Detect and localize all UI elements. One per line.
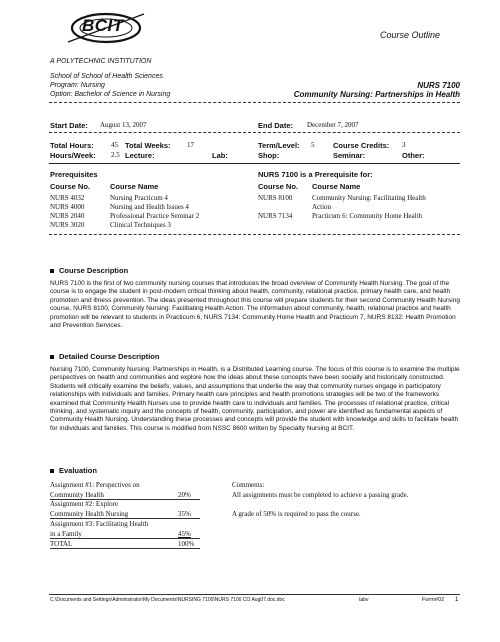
end-date-label: End Date: [258, 121, 294, 130]
detailed-description-text: Nursing 7100, Community Nursing: Partnerships in Health, is a Distributed Learning course. The focus of this course is to examine the multiple perspectives on health and communities and explore how the ideas about these concepts have been socially and historically constructed. Students will critically examine the beliefs, values, and assumptions that underlie the way that community nurses engage in participatory relationships with individuals and families. Primary health care principles and health promotions strategies will be two of the frameworks examined that Community Health Nurses use to provide health care to individuals and families. The processes of relational practice, critical thinking, and systematic inquiry and the concepts of health, community, participation, and power are identified as fundamental aspects of Community Health Nursing. Understanding these processes and concepts will provide the student with knowledge and skills to facilitate health for individuals and families. This course is modified from NSSC 8600 written by Specialty Nursing at BCIT. [50, 366, 460, 432]
evaluation-title: Evaluation [59, 466, 97, 475]
footer-abbrev: tabv [359, 597, 369, 603]
assignment-2-pct: 35% [178, 510, 191, 518]
shop-label: Shop: [258, 151, 280, 160]
prereq-no: NURS 2040 [50, 212, 85, 220]
footer-form: Form#02 [422, 597, 445, 603]
program-name: Program: Nursing [50, 82, 105, 89]
total-weeks-value: 17 [187, 141, 194, 149]
prereq-for-no: NURS 8100 [258, 194, 293, 202]
doc-type: Course Outline [380, 30, 441, 40]
prereq-no: NURS 3020 [50, 221, 85, 229]
other-label: Other: [402, 151, 425, 160]
assignment-1-line2: Community Health [50, 491, 104, 499]
course-description-text: NURS 7100 is the first of two community nursing courses that introduces the broad overview of Community Health Nursing. The goal of the course is to engage the student in post-modern critical thinking about health, community, relational practice, primary health care, and health promotion and illness prevention. The ideas presented throughout this course will prepare students for their second Community Health Nursing course, NURS 8100, Community Nursing: Facilitating Health Action. The information about community, health, relational practice and health promotion will be relevant to students in Practicum 6, NURS 7134: Community Home Health and Practicum 7, NURS 8132: Health Promotion and Prevention Services. [50, 280, 460, 330]
term-level-value: 5 [311, 141, 315, 149]
prereq-divider [49, 234, 460, 235]
course-description-title: Course Description [59, 266, 129, 275]
prereq-title: Prerequisites [50, 170, 98, 179]
seminar-label: Seminar: [333, 151, 366, 160]
end-date-value: December 7, 2007 [307, 121, 359, 129]
total-hours-label: Total Hours: [50, 141, 94, 150]
dates-divider [49, 132, 460, 133]
comment-required-grade: A grade of 50% is required to pass the course. [232, 510, 361, 518]
eval-underline [50, 518, 200, 519]
course-credits-label: Course Credits: [333, 141, 390, 150]
evaluation-total-pct: 100% [178, 540, 195, 548]
prereq-name: Clinical Techniques 3 [110, 221, 171, 229]
assignment-3-line2: in a Family [50, 530, 82, 538]
assignment-3-line1: Assignment #3: Facilitating Health [50, 520, 149, 528]
prereq-for-no: NURS 7134 [258, 212, 293, 220]
prereq-for-title: NURS 7100 is a Prerequisite for: [258, 170, 373, 179]
eval-underline [50, 548, 200, 549]
prereq-no: NURS 4032 [50, 194, 85, 202]
prereq-col-no: Course No. [50, 182, 91, 191]
footer-divider [49, 594, 460, 595]
footer-page: 1 [455, 597, 459, 603]
detailed-description-heading [50, 352, 159, 361]
evaluation-heading [50, 466, 97, 475]
assignment-3-pct: 45% [178, 530, 191, 538]
start-date-value: August 13, 2007 [100, 121, 147, 129]
header-divider [49, 102, 460, 103]
prereq-name: Nursing and Health Issues 4 [110, 203, 189, 211]
course-description-heading [50, 266, 128, 275]
prereq-for-name: Practicum 6: Community Home Health [312, 212, 423, 220]
section-bullet-icon [50, 469, 54, 473]
school-name: School of School of Health Sciences [50, 73, 163, 80]
start-date-label: Start Date: [50, 121, 88, 130]
hours-divider [49, 163, 460, 164]
total-hours-value: 45 [111, 141, 118, 149]
prereq-no: NURS 4000 [50, 203, 85, 211]
prereq-for-col-name: Course Name [312, 182, 361, 191]
prereq-for-name-cont: Action [312, 203, 332, 211]
logo-text: BCIT [82, 16, 124, 35]
term-level-label: Term/Level: [258, 141, 300, 150]
detailed-description-title: Detailed Course Description [59, 352, 160, 361]
total-weeks-label: Total Weeks: [125, 141, 171, 150]
option-name: Option: Bachelor of Science in Nursing [50, 91, 171, 98]
section-bullet-icon [50, 269, 54, 273]
bcit-logo [48, 6, 158, 58]
course-title: Community Nursing: Partnerships in Health [293, 90, 460, 99]
hours-week-value: 2.5 [111, 151, 120, 159]
section-bullet-icon [50, 355, 54, 359]
prereq-for-name: Community Nursing: Facilitating Health [312, 194, 426, 202]
prereq-col-name: Course Name [110, 182, 159, 191]
prereq-name: Professional Practice Seminar 2 [110, 212, 200, 220]
prereq-name: Nursing Practicum 4 [110, 194, 168, 202]
prereq-for-col-no: Course No. [258, 182, 299, 191]
course-credits-value: 3 [402, 141, 406, 149]
hours-week-label: Hours/Week: [50, 151, 96, 160]
lecture-label: Lecture: [125, 151, 155, 160]
comments-label: Comments: [232, 481, 265, 489]
assignment-2-line2: Community Health Nursing [50, 510, 129, 518]
footer-path: C:\Documents and Settings\Administrator\My Documents\NURSING 7100\NURS 7100 CO Aug07.doc.doc [50, 597, 285, 603]
eval-underline [50, 538, 200, 539]
institute-tagline: A POLYTECHNIC INSTITUTION [50, 58, 152, 65]
comment-passing-grade: All assignments must be completed to achieve a passing grade. [232, 491, 409, 499]
assignment-2-line1: Assignment #2: Explore [50, 500, 119, 508]
course-code: NURS 7100 [417, 81, 460, 90]
lab-label: Lab: [212, 151, 228, 160]
assignment-1-line1: Assignment #1: Perspectives on [50, 481, 140, 489]
assignment-1-pct: 20% [178, 491, 191, 499]
evaluation-total-label: TOTAL [50, 540, 73, 548]
